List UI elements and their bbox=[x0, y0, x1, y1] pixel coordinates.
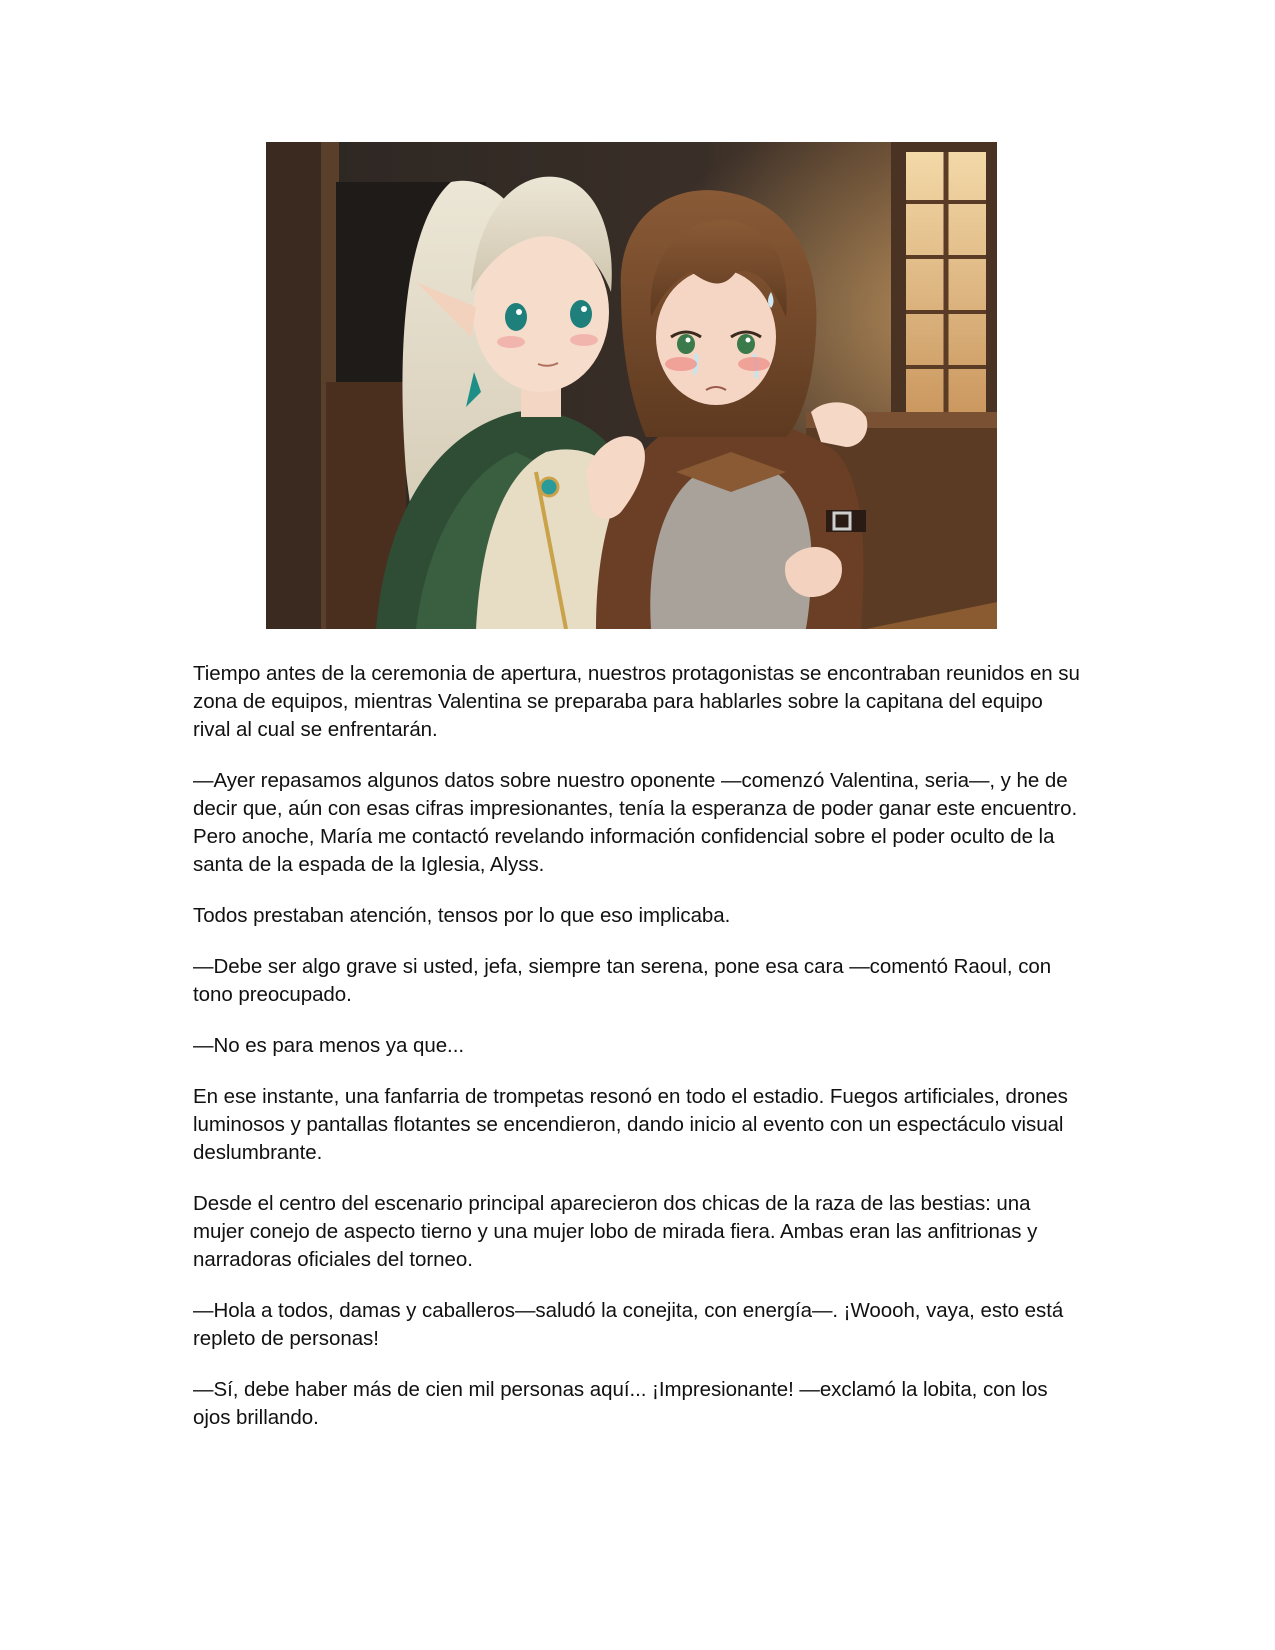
paragraph: Todos prestaban atención, tensos por lo que eso implicaba. bbox=[193, 904, 731, 927]
story-illustration bbox=[266, 142, 997, 629]
anime-illustration-elf-comforting-crying-girl bbox=[266, 142, 997, 629]
paragraph: —Ayer repasamos algunos datos sobre nuestro oponente —comenzó Valentina, seria—, y he de decir que, aún con esas cifras impresionantes, tenía la esperanza de poder ganar este encuentro. Pero anoche, María me contactó revelando información confidencial sobre el poder oculto de la santa de la espada de la Iglesia, Alyss. bbox=[193, 769, 1078, 876]
paragraph: Tiempo antes de la ceremonia de apertura, nuestros protagonistas se encontraban reunidos en su zona de equipos, mientras Valentina se preparaba para hablarles sobre la capitana del equipo rival al cual se enfrentarán. bbox=[193, 662, 1080, 741]
paragraph: —No es para menos ya que... bbox=[193, 1034, 464, 1057]
paragraph: —Hola a todos, damas y caballeros—saludó la conejita, con energía—. ¡Woooh, vaya, esto está repleto de personas! bbox=[193, 1299, 1064, 1350]
story-text bbox=[193, 660, 1083, 1455]
paragraph: En ese instante, una fanfarria de trompetas resonó en todo el estadio. Fuegos artificiales, drones luminosos y pantallas flotantes se encendieron, dando inicio al evento con un espectáculo visual deslumbrante. bbox=[193, 1085, 1068, 1164]
paragraph: —Debe ser algo grave si usted, jefa, siempre tan serena, pone esa cara —comentó Raoul, con tono preocupado. bbox=[193, 955, 1052, 1006]
paragraph: Desde el centro del escenario principal aparecieron dos chicas de la raza de las bestias: una mujer conejo de aspecto tierno y una mujer lobo de mirada fiera. Ambas eran las anfitrionas y narradoras oficiales del torneo. bbox=[193, 1192, 1038, 1271]
paragraph: —Sí, debe haber más de cien mil personas aquí... ¡Impresionante! —exclamó la lobita, con los ojos brillando. bbox=[193, 1378, 1048, 1429]
